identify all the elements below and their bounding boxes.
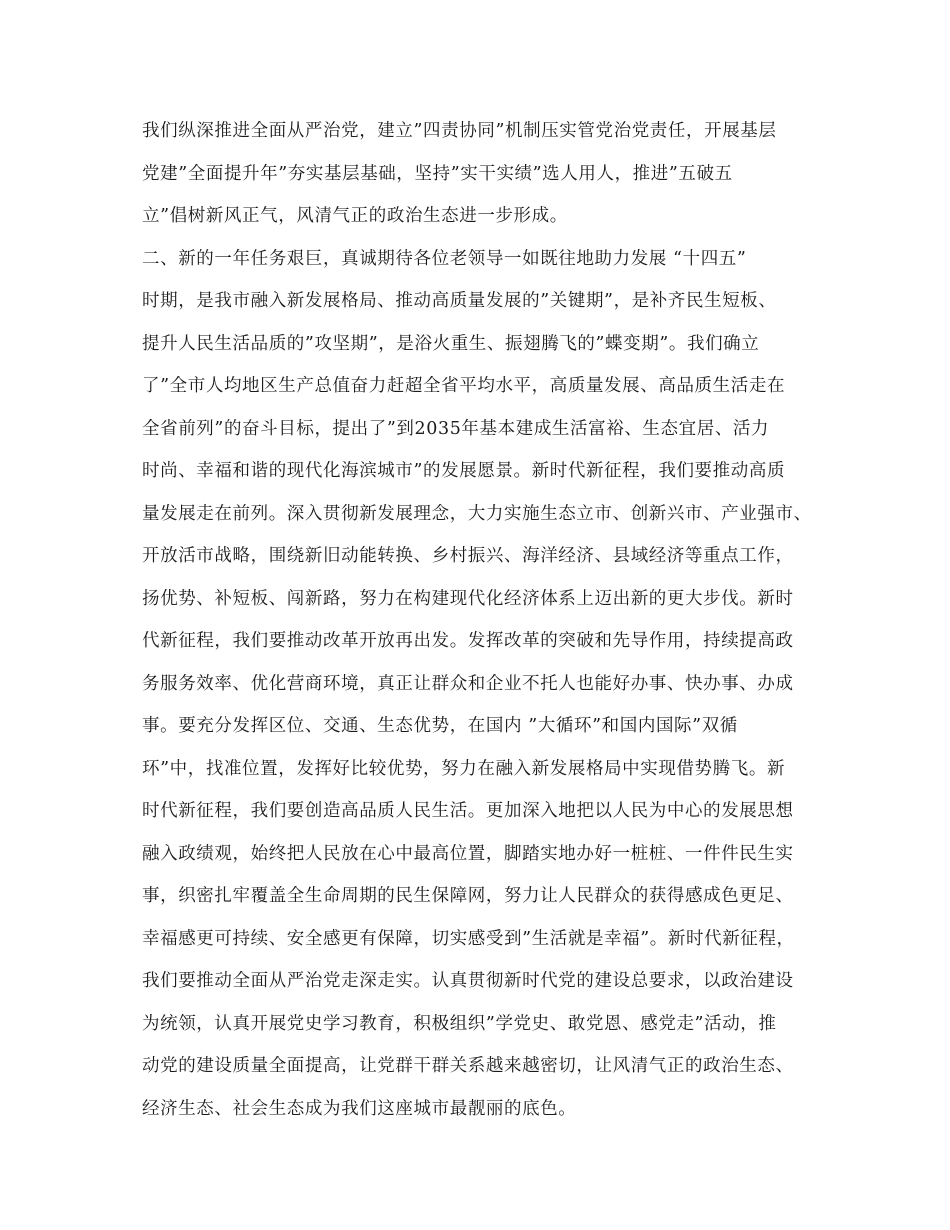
section-heading-line: 二、新的一年任务艰巨，真诚期待各位老领导一如既往地助力发展 “十四五”	[142, 248, 747, 269]
text-line: 全省前列”的奋斗目标，提出了”到2035年基本建成生活富裕、生态宜居、活力	[142, 418, 770, 439]
text-line: 事，织密扎牢覆盖全生命周期的民生保障网，努力让人民群众的获得感成色更足、	[142, 886, 794, 906]
text-line: 动党的建设质量全面提高，让党群干群关系越来越密切，让风清气正的政治生态、	[142, 1056, 794, 1076]
text-line: 融入政绩观，始终把人民放在心中最高位置，脚踏实地办好一桩桩、一件件民生实	[142, 843, 794, 864]
text-line: 经济生态、社会生态成为我们这座城市最靓丽的底色。	[142, 1098, 577, 1119]
text-line: 环”中，找准位置，发挥好比较优势，努力在融入新发展格局中实现借势腾飞。新	[142, 758, 786, 779]
text-line: 时代新征程，我们要创造高品质人民生活。更加深入地把以人民为中心的发展思想	[142, 801, 794, 821]
text-line: 扬优势、补短板、闯新路，努力在构建现代化经济体系上迈出新的更大步伐。新时	[142, 588, 794, 609]
text-line: 幸福感更可持续、安全感更有保障，切实感受到”生活就是幸福”。新时代新征程，	[142, 928, 795, 949]
text-line: 我们纵深推进全面从严治党，建立”四责协同”机制压实管党治党责任，开展基层	[142, 121, 777, 141]
document-body	[142, 110, 832, 1130]
text-line: 开放活市战略，围绕新旧动能转换、乡村振兴、海洋经济、县域经济等重点工作，	[142, 546, 794, 566]
text-line: 代新征程，我们要推动改革开放再出发。发挥改革的突破和先导作用，持续提高政	[142, 631, 794, 651]
text-line: 党建”全面提升年”夯实基层基础，坚持”实干实绩”选人用人，推进”五破五	[142, 163, 733, 184]
text-line: 我们要推动全面从严治党走深走实。认真贯彻新时代党的建设总要求，以政治建设	[142, 971, 794, 991]
text-line: 提升人民生活品质的”攻坚期”，是浴火重生、振翅腾飞的”蝶变期”。我们确立	[142, 333, 760, 354]
text-line: 立”倡树新风正气，风清气正的政治生态进一步形成。	[142, 206, 568, 226]
text-line: 务服务效率、优化营商环境，真正让群众和企业不托人也能好办事、快办事、办成	[142, 673, 794, 694]
text-line: 了”全市人均地区生产总值奋力赶超全省平均水平，高质量发展、高品质生活走在	[142, 376, 786, 396]
text-line: 量发展走在前列。深入贯彻新发展理念，大力实施生态立市、创新兴市、产业强市、	[142, 503, 812, 524]
text-line: 事。要充分发挥区位、交通、生态优势，在国内 ”大循环”和国内国际”双循	[142, 716, 738, 736]
text-line: 时期，是我市融入新发展格局、推动高质量发展的”关键期”，是补齐民生短板、	[142, 291, 777, 311]
text-line: 时尚、幸福和谐的现代化海滨城市”的发展愿景。新时代新征程，我们要推动高质	[142, 461, 786, 481]
text-line: 为统领，认真开展党史学习教育，积极组织”学党史、敢党恩、感党走”活动，推	[142, 1013, 777, 1034]
